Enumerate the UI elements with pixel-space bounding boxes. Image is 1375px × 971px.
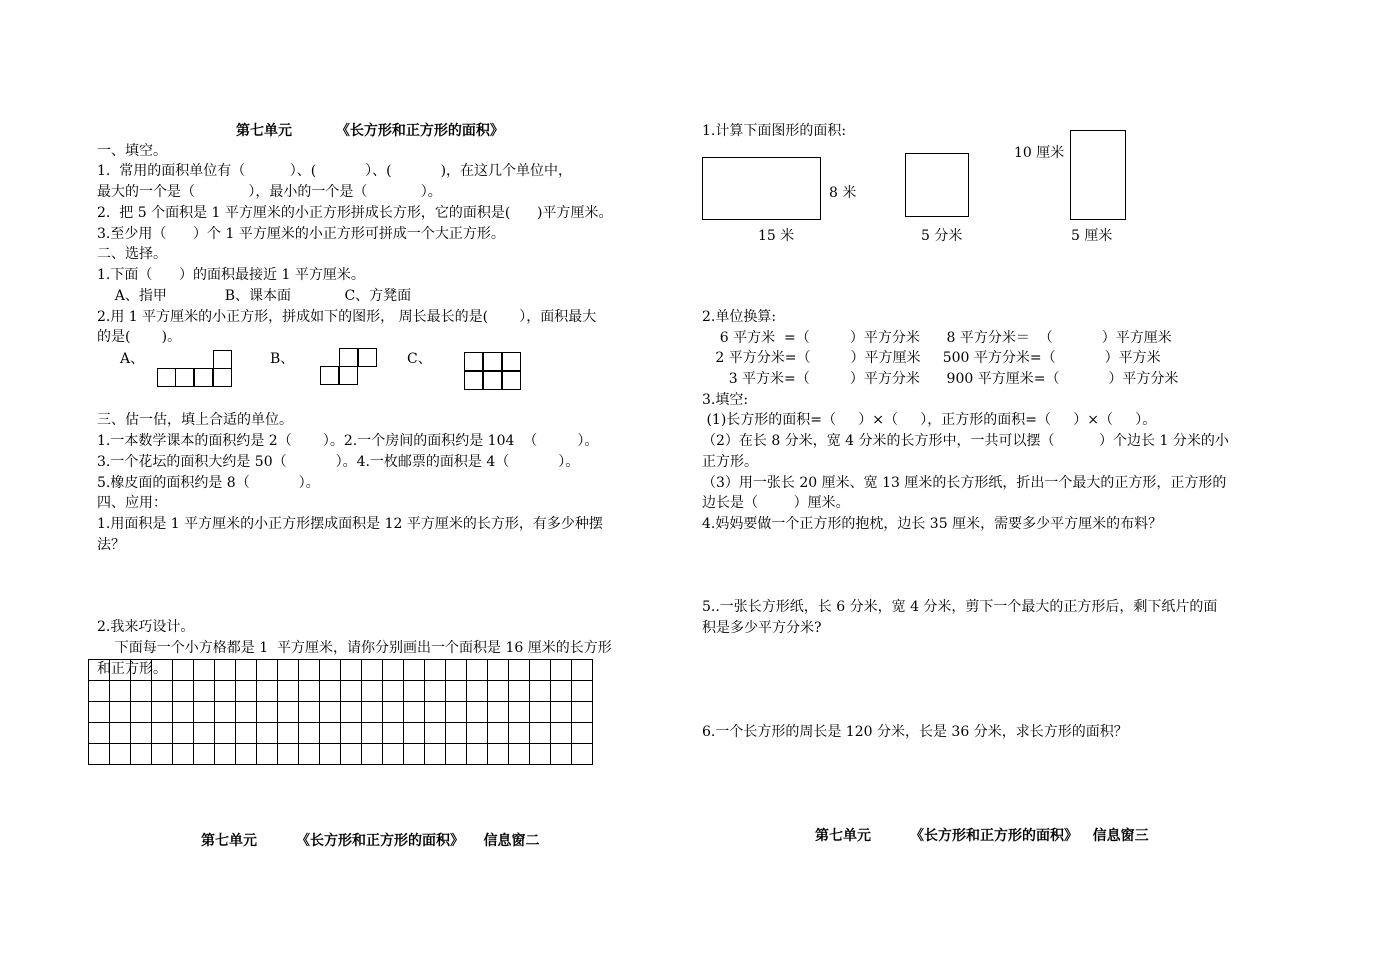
grid-cell[interactable] xyxy=(152,723,173,744)
figure-b-cell xyxy=(358,348,377,367)
rectangle-height-label: 8 米 xyxy=(829,185,857,201)
grid-cell[interactable] xyxy=(173,744,194,765)
grid-cell[interactable] xyxy=(299,744,320,765)
grid-cell[interactable] xyxy=(509,702,530,723)
grid-cell[interactable] xyxy=(467,723,488,744)
grid-cell[interactable] xyxy=(257,681,278,702)
grid-cell[interactable] xyxy=(236,723,257,744)
grid-cell[interactable] xyxy=(173,681,194,702)
grid-cell[interactable] xyxy=(299,660,320,681)
grid-cell[interactable] xyxy=(509,660,530,681)
grid-cell[interactable] xyxy=(278,702,299,723)
grid-cell[interactable] xyxy=(173,660,194,681)
question-1-3: 3.至少用（ ）个 1 平方厘米的小正方形可拼成一个大正方形。 xyxy=(97,226,505,242)
grid-cell[interactable] xyxy=(236,744,257,765)
grid-cell[interactable] xyxy=(152,660,173,681)
grid-cell[interactable] xyxy=(299,723,320,744)
question-2-1-options: A、指甲 B、课本面 C、方凳面 xyxy=(97,288,412,304)
grid-cell[interactable] xyxy=(530,660,551,681)
grid-cell[interactable] xyxy=(110,660,131,681)
grid-cell[interactable] xyxy=(404,681,425,702)
grid-cell[interactable] xyxy=(425,723,446,744)
grid-cell[interactable] xyxy=(467,660,488,681)
grid-cell[interactable] xyxy=(551,660,572,681)
figure-c-cell xyxy=(483,371,502,390)
grid-cell[interactable] xyxy=(131,660,152,681)
section-4-heading: 四、应用： xyxy=(97,495,167,511)
question-2-2-line-2: 的是( )。 xyxy=(97,329,182,345)
grid-cell[interactable] xyxy=(404,660,425,681)
grid-cell[interactable] xyxy=(530,702,551,723)
grid-row xyxy=(89,723,593,744)
grid-cell[interactable] xyxy=(257,660,278,681)
right-question-3-3-line-1: （3）用一张长 20 厘米、宽 13 厘米的长方形纸，折出一个最大的正方形，正方形的 xyxy=(702,475,1227,491)
grid-cell[interactable] xyxy=(509,681,530,702)
grid-cell[interactable] xyxy=(446,723,467,744)
right-question-6: 6.一个长方形的周长是 120 分米，长是 36 分米，求长方形的面积？ xyxy=(702,724,1128,740)
grid-cell[interactable] xyxy=(509,723,530,744)
grid-cell[interactable] xyxy=(488,660,509,681)
question-1-1-line-1: 1. 常用的面积单位有（ ）、( ）、( )，在这几个单位中， xyxy=(97,163,573,179)
grid-cell[interactable] xyxy=(404,723,425,744)
grid-cell[interactable] xyxy=(194,723,215,744)
tall-rectangle-figure xyxy=(1070,130,1126,220)
grid-cell[interactable] xyxy=(341,744,362,765)
grid-cell[interactable] xyxy=(152,681,173,702)
grid-cell[interactable] xyxy=(152,702,173,723)
figure-a-cell xyxy=(194,368,213,387)
grid-cell[interactable] xyxy=(194,660,215,681)
unit-conversion-row-2: 2 平方分米=（ ）平方厘米 500 平方分米=（ ）平方米 xyxy=(702,350,1161,366)
grid-cell[interactable] xyxy=(488,744,509,765)
right-question-3-2-line-2: 正方形。 xyxy=(702,454,758,470)
right-question-3-2-line-1: （2）在长 8 分米，宽 4 分米的长方形中，一共可以摆（ ）个边长 1 分米的小 xyxy=(702,433,1229,449)
grid-cell[interactable] xyxy=(446,744,467,765)
grid-cell[interactable] xyxy=(341,681,362,702)
grid-cell[interactable] xyxy=(383,744,404,765)
grid-cell[interactable] xyxy=(131,744,152,765)
question-3-5: 5.橡皮面的面积约是 8（ ）。 xyxy=(97,475,320,491)
grid-cell[interactable] xyxy=(488,702,509,723)
grid-cell[interactable] xyxy=(194,744,215,765)
grid-cell[interactable] xyxy=(341,702,362,723)
right-question-3: 3.填空: xyxy=(702,392,749,408)
grid-cell[interactable] xyxy=(404,702,425,723)
figure-b-cell xyxy=(339,366,358,385)
grid-cell[interactable] xyxy=(551,702,572,723)
grid-cell[interactable] xyxy=(215,744,236,765)
grid-cell[interactable] xyxy=(362,681,383,702)
grid-cell[interactable] xyxy=(320,744,341,765)
grid-cell[interactable] xyxy=(572,744,593,765)
grid-cell[interactable] xyxy=(509,744,530,765)
grid-cell[interactable] xyxy=(320,660,341,681)
question-3-3: 3.一个花坛的面积大约是 50（ ）。4.一枚邮票的面积是 4（ ）。 xyxy=(97,454,580,470)
grid-cell[interactable] xyxy=(446,660,467,681)
grid-cell[interactable] xyxy=(236,702,257,723)
grid-row xyxy=(89,660,593,681)
grid-cell[interactable] xyxy=(425,681,446,702)
right-question-5-line-1: 5..一张长方形纸，长 6 分米，宽 4 分米，剪下一个最大的正方形后，剩下纸片的面 xyxy=(702,599,1218,615)
grid-cell[interactable] xyxy=(551,723,572,744)
rectangle-width-label: 15 米 xyxy=(758,228,795,244)
option-a-label: A、 xyxy=(120,351,145,367)
grid-cell[interactable] xyxy=(215,723,236,744)
grid-cell[interactable] xyxy=(362,723,383,744)
square-side-label: 5 分米 xyxy=(921,228,963,244)
grid-cell[interactable] xyxy=(551,681,572,702)
grid-cell[interactable] xyxy=(194,681,215,702)
question-2-1: 1.下面（ ）的面积最接近 1 平方厘米。 xyxy=(97,267,365,283)
grid-cell[interactable] xyxy=(89,723,110,744)
grid-cell[interactable] xyxy=(551,744,572,765)
grid-cell[interactable] xyxy=(257,744,278,765)
question-1-2: 2. 把 5 个面积是 1 平方厘米的小正方形拼成长方形，它的面积是( )平方厘米。 xyxy=(97,205,613,221)
right-question-3-3-line-2: 边长是（ ）厘米。 xyxy=(702,495,850,511)
grid-cell[interactable] xyxy=(110,681,131,702)
right-question-4: 4.妈妈要做一个正方形的抱枕，边长 35 厘米，需要多少平方厘米的布料？ xyxy=(702,516,1163,532)
grid-cell[interactable] xyxy=(89,702,110,723)
grid-cell[interactable] xyxy=(278,723,299,744)
footer-left: 第七单元 《长方形和正方形的面积》 信息窗二 xyxy=(201,833,540,849)
grid-cell[interactable] xyxy=(446,702,467,723)
rectangle-figure xyxy=(702,157,821,220)
footer-right: 第七单元 《长方形和正方形的面积》 信息窗三 xyxy=(815,828,1149,844)
grid-cell[interactable] xyxy=(215,681,236,702)
figure-c-cell xyxy=(502,352,521,371)
grid-cell[interactable] xyxy=(278,681,299,702)
section-1-heading: 一、填空。 xyxy=(97,143,167,159)
question-2-2-line-1: 2.用 1 平方厘米的小正方形，拼成如下的图形， 周长最长的是( ），面积最大 xyxy=(97,309,597,325)
figure-c-cell xyxy=(502,371,521,390)
grid-cell[interactable] xyxy=(236,681,257,702)
figure-c-cell xyxy=(483,352,502,371)
grid-cell[interactable] xyxy=(173,702,194,723)
grid-cell[interactable] xyxy=(572,702,593,723)
grid-cell[interactable] xyxy=(89,660,110,681)
grid-cell[interactable] xyxy=(425,660,446,681)
grid-row xyxy=(89,744,593,765)
grid-cell[interactable] xyxy=(89,744,110,765)
grid-cell[interactable] xyxy=(257,702,278,723)
grid-cell[interactable] xyxy=(572,723,593,744)
grid-row xyxy=(89,702,593,723)
grid-cell[interactable] xyxy=(530,723,551,744)
grid-cell[interactable] xyxy=(488,723,509,744)
grid-cell[interactable] xyxy=(110,723,131,744)
section-3-heading: 三、估一估，填上合适的单位。 xyxy=(97,412,293,428)
grid-cell[interactable] xyxy=(278,744,299,765)
grid-cell[interactable] xyxy=(152,744,173,765)
grid-cell[interactable] xyxy=(467,681,488,702)
grid-cell[interactable] xyxy=(383,702,404,723)
grid-cell[interactable] xyxy=(362,702,383,723)
grid-cell[interactable] xyxy=(362,660,383,681)
grid-cell[interactable] xyxy=(299,702,320,723)
question-4-1-line-2: 法？ xyxy=(97,537,125,553)
grid-cell[interactable] xyxy=(425,744,446,765)
grid-cell[interactable] xyxy=(110,744,131,765)
figure-b-cell xyxy=(320,366,339,385)
grid-cell[interactable] xyxy=(425,702,446,723)
grid-cell[interactable] xyxy=(404,744,425,765)
question-1-1-line-2: 最大的一个是（ ），最小的一个是（ ）。 xyxy=(97,184,442,200)
grid-cell[interactable] xyxy=(131,723,152,744)
grid-cell[interactable] xyxy=(215,660,236,681)
grid-cell[interactable] xyxy=(278,660,299,681)
grid-cell[interactable] xyxy=(488,681,509,702)
grid-cell[interactable] xyxy=(215,702,236,723)
question-4-2: 2.我来巧设计。 xyxy=(97,619,195,635)
figure-b-cell xyxy=(339,348,358,367)
grid-cell[interactable] xyxy=(299,681,320,702)
grid-cell[interactable] xyxy=(383,723,404,744)
figure-c-cell xyxy=(464,371,483,390)
grid-cell[interactable] xyxy=(341,723,362,744)
right-question-5-line-2: 积是多少平方分米? xyxy=(702,620,822,636)
grid-cell[interactable] xyxy=(467,744,488,765)
grid-cell[interactable] xyxy=(320,702,341,723)
grid-cell[interactable] xyxy=(530,681,551,702)
question-4-1-line-1: 1.用面积是 1 平方厘米的小正方形摆成面积是 12 平方厘米的长方形，有多少种摆 xyxy=(97,516,603,532)
unit-conversion-row-3: 3 平方米=（ ）平方分米 900 平方厘米=（ ）平方分米 xyxy=(702,371,1179,387)
figure-a-cell xyxy=(175,368,194,387)
grid-cell[interactable] xyxy=(131,681,152,702)
unit-conversion-row-1: 6 平方米 =（ ）平方分米 8 平方分米＝ （ ）平方厘米 xyxy=(702,330,1172,346)
grid-cell[interactable] xyxy=(362,744,383,765)
grid-cell[interactable] xyxy=(194,702,215,723)
figure-a-cell xyxy=(213,368,232,387)
grid-cell[interactable] xyxy=(320,681,341,702)
question-4-2-line-1: 下面每一个小方格都是 1 平方厘米，请你分别画出一个面积是 16 厘米的长方形 xyxy=(97,640,612,656)
grid-cell[interactable] xyxy=(572,660,593,681)
right-question-1: 1.计算下面图形的面积: xyxy=(702,123,847,139)
grid-cell[interactable] xyxy=(446,681,467,702)
grid-cell[interactable] xyxy=(131,702,152,723)
figure-a-cell xyxy=(157,368,176,387)
question-3-1: 1.一本数学课本的面积约是 2（ ）。2.一个房间的面积约是 104 （ ）。 xyxy=(97,433,599,449)
tall-rectangle-width-label: 5 厘米 xyxy=(1071,228,1113,244)
grid-cell[interactable] xyxy=(383,660,404,681)
grid-cell[interactable] xyxy=(173,723,194,744)
square-figure xyxy=(905,153,969,217)
grid-cell[interactable] xyxy=(341,660,362,681)
figure-c-cell xyxy=(464,352,483,371)
grid-cell[interactable] xyxy=(236,660,257,681)
grid-cell[interactable] xyxy=(572,681,593,702)
grid-cell[interactable] xyxy=(467,702,488,723)
right-question-2: 2.单位换算: xyxy=(702,309,777,325)
grid-cell[interactable] xyxy=(320,723,341,744)
grid-cell[interactable] xyxy=(530,744,551,765)
question-4-2-line-2: 和正方形。 xyxy=(97,661,167,677)
option-c-label: C、 xyxy=(407,351,432,367)
drawing-grid xyxy=(88,659,593,765)
grid-row xyxy=(89,681,593,702)
grid-cell[interactable] xyxy=(257,723,278,744)
grid-cell[interactable] xyxy=(110,702,131,723)
figure-a-cell xyxy=(213,350,232,369)
grid-cell[interactable] xyxy=(383,681,404,702)
page-title-left: 第七单元 《长方形和正方形的面积》 xyxy=(236,123,504,139)
section-2-heading: 二、选择。 xyxy=(97,246,167,262)
right-question-3-1: (1)长方形的面积=（ ）×（ ），正方形的面积=（ ）×（ ）。 xyxy=(702,412,1157,428)
option-b-label: B、 xyxy=(270,351,295,367)
tall-rectangle-height-label: 10 厘米 xyxy=(1014,145,1065,161)
grid-cell[interactable] xyxy=(89,681,110,702)
